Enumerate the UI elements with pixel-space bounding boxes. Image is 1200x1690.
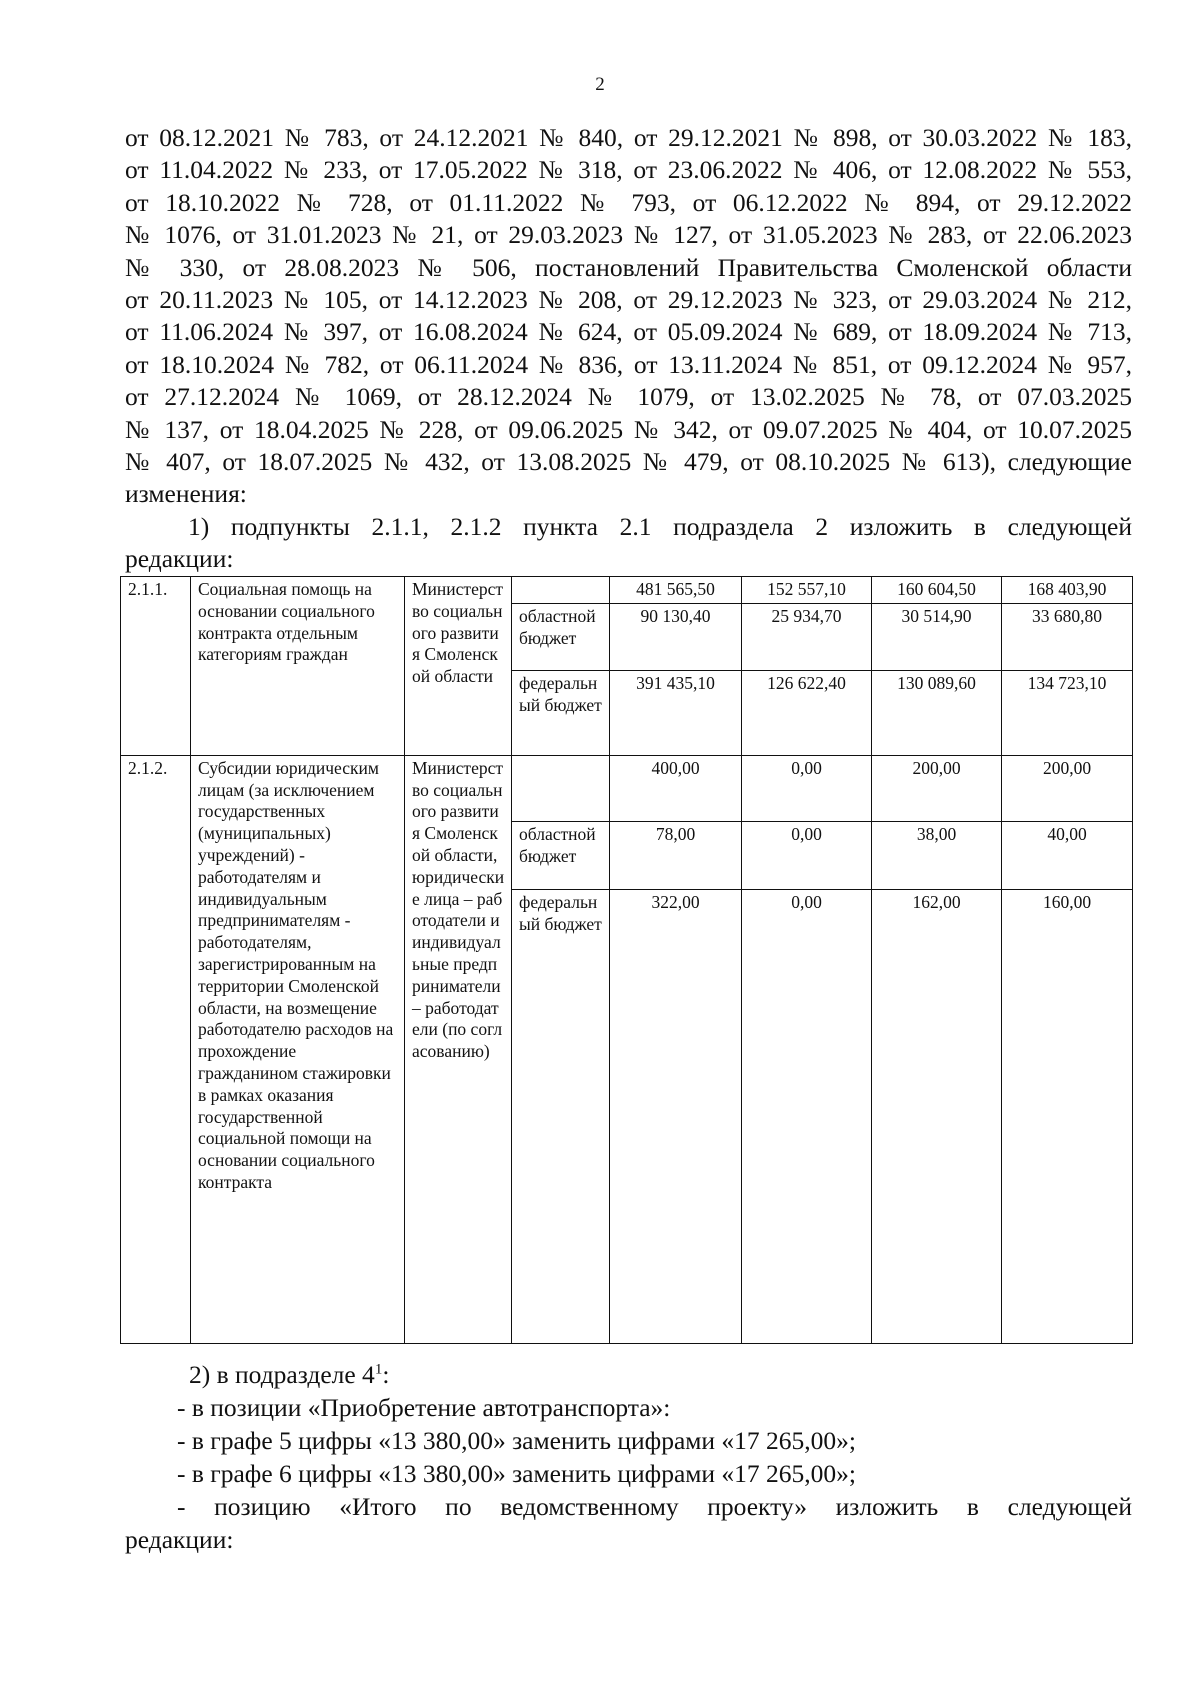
value-cell: 78,00 (610, 821, 742, 889)
item-1-text: редакции: (125, 544, 234, 574)
value-cell: 0,00 (742, 889, 872, 1343)
value-cell: 0,00 (742, 755, 872, 821)
text-line: от 18.10.2024 № 782, от 06.11.2024 № 836, от 13.11.2024 № 851, от 09.12.2024 № 957, (125, 349, 1132, 379)
text-line: от 20.11.2023 № 105, от 14.12.2023 № 208, от 29.12.2023 № 323, от 29.03.2024 № 212, (125, 285, 1132, 315)
value-cell: 162,00 (872, 889, 1002, 1343)
intro-paragraph (125, 122, 1132, 576)
text-line: изменения: (125, 479, 247, 509)
value-cell: 126 622,40 (742, 670, 872, 755)
row-executor: Министерство социального развития Смоленской области, юридические лица – работодатели и индивидуальные предприниматели – работодатели (по согласованию) (405, 755, 512, 1343)
value-cell: 40,00 (1002, 821, 1133, 889)
text-line: № 407, от 18.07.2025 № 432, от 13.08.2025 № 479, от 08.10.2025 № 613), следующие (125, 447, 1132, 477)
value-cell: 30 514,90 (872, 603, 1002, 670)
table-row (121, 755, 1133, 821)
text-line: от 08.12.2021 № 783, от 24.12.2021 № 840, от 29.12.2021 № 898, от 30.03.2022 № 183, (125, 123, 1132, 152)
item-2-position: - в позиции «Приобретение автотранспорта»: (177, 1393, 671, 1422)
item-2-column-5: - в графе 5 цифры «13 380,00» заменить цифрами «17 265,00»; (177, 1426, 857, 1455)
value-cell: 38,00 (872, 821, 1002, 889)
text-line: № 1076, от 31.01.2023 № 21, от 29.03.2023 № 127, от 31.05.2023 № 283, от 22.06.2023 (125, 220, 1132, 250)
value-cell: 200,00 (872, 755, 1002, 821)
value-cell: 160 604,50 (872, 577, 1002, 604)
item-2-itogo: - позицию «Итого по ведомственному проекту» изложить в следующей (177, 1492, 1132, 1521)
source-label: федеральный бюджет (512, 889, 610, 1343)
value-cell: 481 565,50 (610, 577, 742, 604)
text-line: от 11.04.2022 № 233, от 17.05.2022 № 318, от 23.06.2022 № 406, от 12.08.2022 № 553, (125, 155, 1132, 185)
value-cell: 0,00 (742, 821, 872, 889)
value-cell: 134 723,10 (1002, 670, 1133, 755)
value-cell: 25 934,70 (742, 603, 872, 670)
value-cell: 200,00 (1002, 755, 1133, 821)
value-cell: 152 557,10 (742, 577, 872, 604)
item-2-intro: 2) в подразделе $4^1$: (189, 1360, 390, 1389)
text-line: от 11.06.2024 № 397, от 16.08.2024 № 624, от 05.09.2024 № 689, от 18.09.2024 № 713, (125, 317, 1132, 347)
value-cell: 322,00 (610, 889, 742, 1343)
value-cell: 168 403,90 (1002, 577, 1133, 604)
source-label: федеральный бюджет (512, 670, 610, 755)
value-cell: 391 435,10 (610, 670, 742, 755)
value-cell: 400,00 (610, 755, 742, 821)
text-line: № 330, от 28.08.2023 № 506, постановлений Правительства Смоленской области (125, 252, 1132, 282)
row-code: 2.1.1. (121, 577, 191, 756)
value-cell: 130 089,60 (872, 670, 1002, 755)
item-2-column-6: - в графе 6 цифры «13 380,00» заменить цифрами «17 265,00»; (177, 1459, 857, 1488)
item-2-itogo-end: редакции: (125, 1525, 234, 1554)
source-empty (512, 577, 610, 604)
source-empty (512, 755, 610, 821)
text-line: № 137, от 18.04.2025 № 228, от 09.06.2025 № 342, от 09.07.2025 № 404, от 10.07.2025 (125, 414, 1132, 444)
table-row (121, 577, 1133, 604)
text-line: от 27.12.2024 № 1069, от 28.12.2024 № 1079, от 13.02.2025 № 78, от 07.03.2025 (125, 382, 1132, 412)
value-cell: 160,00 (1002, 889, 1133, 1343)
value-cell: 90 130,40 (610, 603, 742, 670)
value-cell: 33 680,80 (1002, 603, 1133, 670)
row-name: Социальная помощь на основании социального контракта отдельным категориям граждан (191, 577, 405, 756)
row-executor: Министерство социального развития Смоленской области (405, 577, 512, 756)
source-label: областной бюджет (512, 603, 610, 670)
row-name: Субсидии юридическим лицам (за исключением государственных (муниципальных) учреждений) - работодателям и индивидуальным предпринимателям - работодателям, зарегистрированным на территории Смоленской области, на возмещение работодателю расходов на прохождение гражданином стажировки в рамках оказания государственной социальной помощи на основании социального контракта (191, 755, 405, 1343)
row-code: 2.1.2. (121, 755, 191, 1343)
financing-table (120, 576, 1133, 1344)
source-label: областной бюджет (512, 821, 610, 889)
text-line: от 18.10.2022 № 728, от 01.11.2022 № 793, от 06.12.2022 № 894, от 29.12.2022 (125, 187, 1132, 217)
item-1-text: 1) подпункты 2.1.1, 2.1.2 пункта 2.1 подраздела 2 изложить в следующей (188, 511, 1132, 541)
item-2-block (125, 1358, 1132, 1556)
page-number: 2 (595, 74, 605, 95)
